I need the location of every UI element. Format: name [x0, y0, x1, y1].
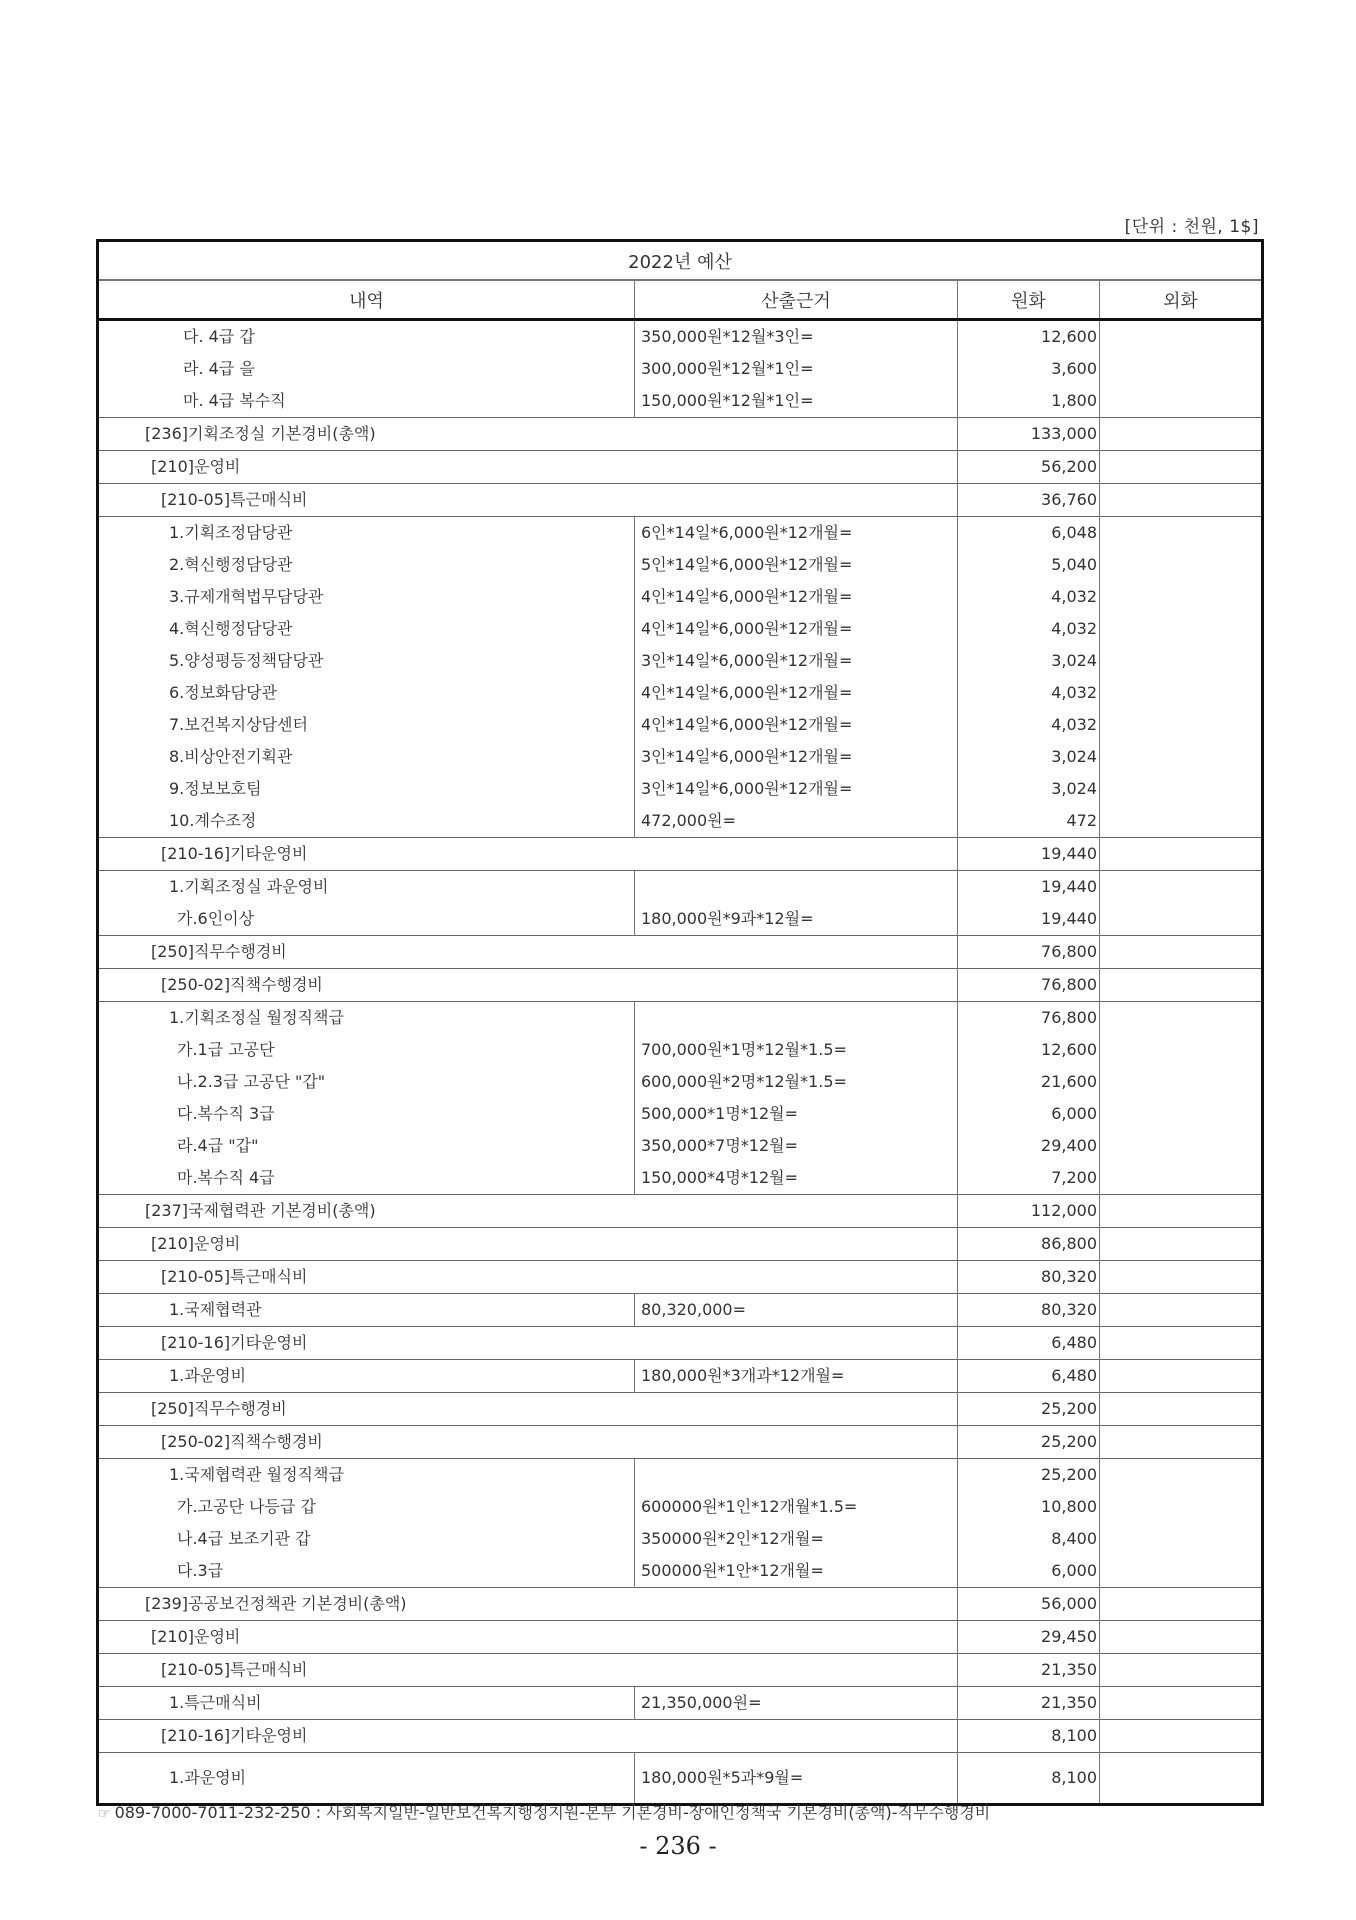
item-label: 2.혁신행정담당관 [169, 555, 293, 574]
foreign-amount [1100, 1588, 1263, 1621]
foreign-amount [1100, 418, 1263, 451]
item-row [98, 1555, 1263, 1588]
foreign-amount [1100, 451, 1263, 484]
item-row [98, 1130, 1263, 1162]
krw-amount: 12,600 [958, 320, 1100, 354]
foreign-amount [1100, 1327, 1263, 1360]
account-code-text: 089-7000-7011-232-250 : 사회복지일반-일반보건복지행정지원-본부 기본경비-장애인정책국 기본경비(총액)-직무수행경비 [114, 1803, 991, 1822]
item-row [98, 1066, 1263, 1098]
item-label: 마. 4급 복수직 [183, 391, 286, 410]
column-header-description: 내역 [98, 280, 635, 320]
calculation-basis [635, 1002, 958, 1035]
calculation-basis: 4인*14일*6,000원*12개월= [635, 677, 958, 709]
item-label: 5.양성평등정책담당관 [169, 651, 324, 670]
item-row [98, 549, 1263, 581]
item-row [98, 741, 1263, 773]
krw-amount: 6,480 [958, 1360, 1100, 1393]
krw-amount: 133,000 [958, 418, 1100, 451]
item-label: 나.4급 보조기관 갑 [177, 1529, 311, 1548]
calculation-basis [635, 1459, 958, 1492]
foreign-amount [1100, 838, 1263, 871]
krw-amount: 25,200 [958, 1393, 1100, 1426]
section-label: [210]운영비 [98, 1621, 958, 1654]
krw-amount: 8,400 [958, 1523, 1100, 1555]
krw-amount: 80,320 [958, 1261, 1100, 1294]
item-row [98, 320, 1263, 354]
item-label: 라. 4급 을 [183, 359, 255, 378]
foreign-amount [1100, 969, 1263, 1002]
krw-amount: 4,032 [958, 709, 1100, 741]
foreign-amount [1100, 709, 1263, 741]
krw-amount: 56,200 [958, 451, 1100, 484]
section-row [98, 1195, 1263, 1228]
krw-amount: 86,800 [958, 1228, 1100, 1261]
item-row [98, 1294, 1263, 1327]
calculation-basis: 4인*14일*6,000원*12개월= [635, 581, 958, 613]
section-label: [239]공공보건정책관 기본경비(총액) [98, 1588, 958, 1621]
foreign-amount [1100, 484, 1263, 517]
item-row [98, 805, 1263, 838]
foreign-amount [1100, 581, 1263, 613]
calculation-basis: 180,000원*3개과*12개월= [635, 1360, 958, 1393]
calculation-basis: 5인*14일*6,000원*12개월= [635, 549, 958, 581]
krw-amount: 76,800 [958, 1002, 1100, 1035]
section-label: [210]운영비 [98, 451, 958, 484]
page-number: - 236 - [639, 1832, 717, 1860]
krw-amount: 56,000 [958, 1588, 1100, 1621]
calculation-basis: 3인*14일*6,000원*12개월= [635, 773, 958, 805]
section-row [98, 1327, 1263, 1360]
item-label: 가.6인이상 [177, 909, 255, 928]
foreign-amount [1100, 1555, 1263, 1588]
item-label: 1.기획조정실 월정직책급 [98, 1002, 635, 1035]
item-label: 10.계수조정 [169, 811, 257, 830]
foreign-amount [1100, 1002, 1263, 1035]
column-header-foreign: 외화 [1100, 280, 1263, 320]
item-row [98, 1360, 1263, 1393]
item-label: 가.1급 고공단 [177, 1040, 275, 1059]
foreign-amount [1100, 1720, 1263, 1753]
foreign-amount [1100, 1360, 1263, 1393]
foreign-amount [1100, 1426, 1263, 1459]
foreign-amount [1100, 1098, 1263, 1130]
foreign-amount [1100, 549, 1263, 581]
foreign-amount [1100, 1491, 1263, 1523]
calculation-basis: 3인*14일*6,000원*12개월= [635, 741, 958, 773]
krw-amount: 10,800 [958, 1491, 1100, 1523]
section-label: [250-02]직책수행경비 [98, 969, 958, 1002]
calculation-basis: 300,000원*12월*1인= [635, 353, 958, 385]
table-title-row [98, 241, 1263, 281]
calculation-basis: 350,000원*12월*3인= [635, 320, 958, 354]
foreign-amount [1100, 1130, 1263, 1162]
item-row [98, 709, 1263, 741]
foreign-amount [1100, 1621, 1263, 1654]
item-row [98, 1459, 1263, 1492]
krw-amount: 8,100 [958, 1753, 1100, 1805]
foreign-amount [1100, 353, 1263, 385]
krw-amount: 472 [958, 805, 1100, 838]
item-label: 4.혁신행정담당관 [169, 619, 293, 638]
section-row [98, 1720, 1263, 1753]
item-row [98, 613, 1263, 645]
krw-amount: 4,032 [958, 677, 1100, 709]
foreign-amount [1100, 385, 1263, 418]
budget-table-body [98, 320, 1263, 1805]
item-label: 다.3급 [177, 1561, 224, 1580]
krw-amount: 12,600 [958, 1034, 1100, 1066]
krw-amount: 112,000 [958, 1195, 1100, 1228]
section-label: [237]국제협력관 기본경비(총액) [98, 1195, 958, 1228]
section-row [98, 451, 1263, 484]
krw-amount: 6,000 [958, 1098, 1100, 1130]
calculation-basis [635, 871, 958, 904]
item-row [98, 1098, 1263, 1130]
item-row [98, 385, 1263, 418]
foreign-amount [1100, 1294, 1263, 1327]
calculation-basis: 3인*14일*6,000원*12개월= [635, 645, 958, 677]
budget-table [96, 239, 1264, 1806]
foreign-amount [1100, 1261, 1263, 1294]
item-row [98, 517, 1263, 550]
item-label: 6.정보화담당관 [169, 683, 278, 702]
item-label: 9.정보보호팀 [169, 779, 262, 798]
calculation-basis: 80,320,000= [635, 1294, 958, 1327]
foreign-amount [1100, 1162, 1263, 1195]
krw-amount: 29,400 [958, 1130, 1100, 1162]
krw-amount: 4,032 [958, 581, 1100, 613]
column-header-krw: 원화 [958, 280, 1100, 320]
foreign-amount [1100, 1687, 1263, 1720]
item-row [98, 1002, 1263, 1035]
foreign-amount [1100, 517, 1263, 550]
column-header-basis: 산출근거 [635, 280, 958, 320]
unit-label: [단위 : 천원, 1$] [1124, 217, 1259, 237]
item-label: 1.과운영비 [98, 1753, 635, 1805]
krw-amount: 19,440 [958, 838, 1100, 871]
column-header-row [98, 280, 1263, 320]
krw-amount: 21,350 [958, 1654, 1100, 1687]
foreign-amount [1100, 805, 1263, 838]
krw-amount: 76,800 [958, 969, 1100, 1002]
krw-amount: 25,200 [958, 1459, 1100, 1492]
item-row [98, 1687, 1263, 1720]
krw-amount: 3,024 [958, 645, 1100, 677]
section-label: [236]기획조정실 기본경비(총액) [98, 418, 958, 451]
item-label: 3.규제개혁법무담당관 [169, 587, 324, 606]
calculation-basis: 4인*14일*6,000원*12개월= [635, 709, 958, 741]
item-label: 마.복수직 4급 [177, 1168, 275, 1187]
item-label: 1.기획조정실 과운영비 [98, 871, 635, 904]
account-code-note [98, 1800, 990, 1823]
foreign-amount [1100, 773, 1263, 805]
section-row [98, 1426, 1263, 1459]
item-row [98, 903, 1263, 936]
foreign-amount [1100, 1393, 1263, 1426]
foreign-amount [1100, 1654, 1263, 1687]
section-label: [210-16]기타운영비 [98, 1327, 958, 1360]
section-row [98, 1261, 1263, 1294]
item-label: 7.보건복지상담센터 [169, 715, 308, 734]
krw-amount: 21,350 [958, 1687, 1100, 1720]
calculation-basis: 600,000원*2명*12월*1.5= [635, 1066, 958, 1098]
foreign-amount [1100, 645, 1263, 677]
section-label: [250-02]직책수행경비 [98, 1426, 958, 1459]
section-row [98, 1393, 1263, 1426]
item-label: 1.기획조정담당관 [98, 517, 635, 550]
section-label: [210-16]기타운영비 [98, 838, 958, 871]
item-label: 1.과운영비 [98, 1360, 635, 1393]
section-row [98, 838, 1263, 871]
section-row [98, 936, 1263, 969]
krw-amount: 80,320 [958, 1294, 1100, 1327]
foreign-amount [1100, 741, 1263, 773]
item-row [98, 1162, 1263, 1195]
calculation-basis: 700,000원*1명*12월*1.5= [635, 1034, 958, 1066]
calculation-basis: 500,000*1명*12월= [635, 1098, 958, 1130]
section-label: [210-05]특근매식비 [98, 484, 958, 517]
krw-amount: 3,024 [958, 741, 1100, 773]
item-label: 다.복수직 3급 [177, 1104, 275, 1123]
foreign-amount [1100, 1195, 1263, 1228]
foreign-amount [1100, 1459, 1263, 1492]
item-label: 나.2.3급 고공단 "갑" [177, 1072, 326, 1091]
section-row [98, 1654, 1263, 1687]
foreign-amount [1100, 1523, 1263, 1555]
item-label: 1.국제협력관 [98, 1294, 635, 1327]
krw-amount: 29,450 [958, 1621, 1100, 1654]
section-row [98, 969, 1263, 1002]
item-label: 라.4급 "갑" [177, 1136, 259, 1155]
item-label: 1.국제협력관 월정직책급 [98, 1459, 635, 1492]
calculation-basis: 4인*14일*6,000원*12개월= [635, 613, 958, 645]
section-label: [250]직무수행경비 [98, 1393, 958, 1426]
item-row [98, 1491, 1263, 1523]
foreign-amount [1100, 320, 1263, 354]
krw-amount: 5,040 [958, 549, 1100, 581]
item-row [98, 1034, 1263, 1066]
krw-amount: 8,100 [958, 1720, 1100, 1753]
foreign-amount [1100, 1034, 1263, 1066]
item-row [98, 353, 1263, 385]
section-row [98, 418, 1263, 451]
section-label: [210]운영비 [98, 1228, 958, 1261]
calculation-basis: 180,000원*5과*9월= [635, 1753, 958, 1805]
calculation-basis: 150,000원*12월*1인= [635, 385, 958, 418]
item-row [98, 773, 1263, 805]
calculation-basis: 500000원*1안*12개월= [635, 1555, 958, 1588]
foreign-amount [1100, 871, 1263, 904]
calculation-basis: 350000원*2인*12개월= [635, 1523, 958, 1555]
foreign-amount [1100, 613, 1263, 645]
krw-amount: 6,480 [958, 1327, 1100, 1360]
krw-amount: 76,800 [958, 936, 1100, 969]
section-row [98, 1228, 1263, 1261]
krw-amount: 7,200 [958, 1162, 1100, 1195]
item-label: 가.고공단 나등급 갑 [177, 1497, 316, 1516]
item-row [98, 871, 1263, 904]
calculation-basis: 180,000원*9과*12월= [635, 903, 958, 936]
foreign-amount [1100, 677, 1263, 709]
krw-amount: 36,760 [958, 484, 1100, 517]
section-label: [210-05]특근매식비 [98, 1654, 958, 1687]
foreign-amount [1100, 1753, 1263, 1805]
krw-amount: 19,440 [958, 871, 1100, 904]
section-row [98, 1588, 1263, 1621]
item-row [98, 1523, 1263, 1555]
foreign-amount [1100, 936, 1263, 969]
krw-amount: 21,600 [958, 1066, 1100, 1098]
item-row [98, 1753, 1263, 1805]
item-row [98, 581, 1263, 613]
krw-amount: 6,048 [958, 517, 1100, 550]
calculation-basis: 21,350,000원= [635, 1687, 958, 1720]
item-row [98, 677, 1263, 709]
section-row [98, 484, 1263, 517]
krw-amount: 6,000 [958, 1555, 1100, 1588]
item-label: 8.비상안전기획관 [169, 747, 293, 766]
krw-amount: 4,032 [958, 613, 1100, 645]
foreign-amount [1100, 1228, 1263, 1261]
krw-amount: 3,024 [958, 773, 1100, 805]
calculation-basis: 150,000*4명*12월= [635, 1162, 958, 1195]
foreign-amount [1100, 903, 1263, 936]
item-label: 1.특근매식비 [98, 1687, 635, 1720]
krw-amount: 19,440 [958, 903, 1100, 936]
section-label: [210-16]기타운영비 [98, 1720, 958, 1753]
section-label: [210-05]특근매식비 [98, 1261, 958, 1294]
foreign-amount [1100, 1066, 1263, 1098]
calculation-basis: 600000원*1인*12개월*1.5= [635, 1491, 958, 1523]
krw-amount: 3,600 [958, 353, 1100, 385]
krw-amount: 1,800 [958, 385, 1100, 418]
item-row [98, 645, 1263, 677]
calculation-basis: 6인*14일*6,000원*12개월= [635, 517, 958, 550]
item-label: 다. 4급 갑 [183, 327, 255, 346]
pointing-hand-icon: ☞ [98, 1806, 111, 1822]
calculation-basis: 350,000*7명*12월= [635, 1130, 958, 1162]
section-row [98, 1621, 1263, 1654]
table-title: 2022년 예산 [98, 241, 1263, 281]
krw-amount: 25,200 [958, 1426, 1100, 1459]
section-label: [250]직무수행경비 [98, 936, 958, 969]
calculation-basis: 472,000원= [635, 805, 958, 838]
